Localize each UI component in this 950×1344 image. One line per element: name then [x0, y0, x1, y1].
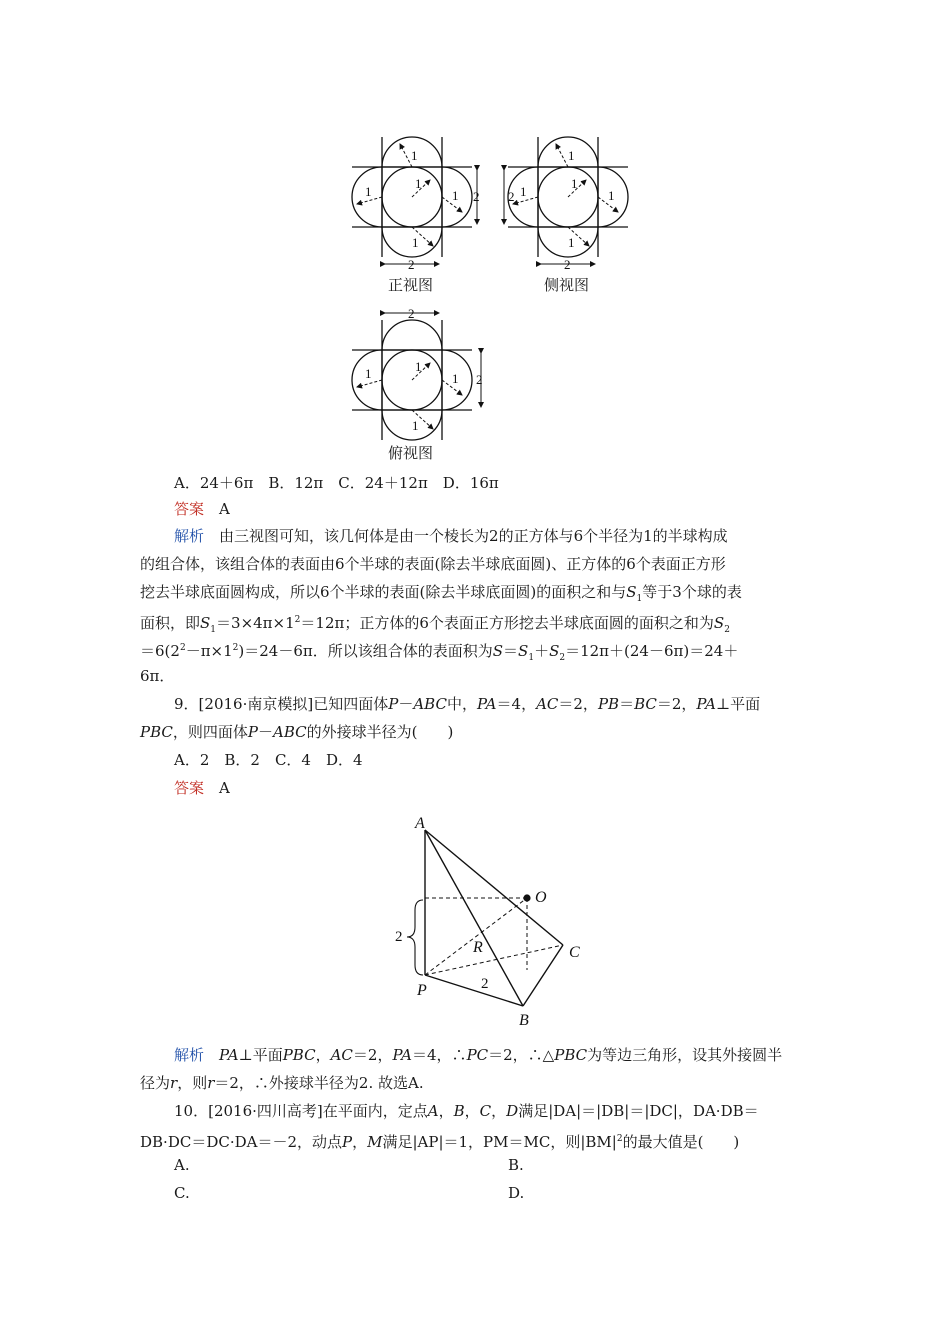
q8-options: A．24＋6π B．12π C．24＋12π D．16π	[174, 474, 499, 492]
q8-analysis-5: $=6(2^2-\pi\times 1^2)=24-6\pi$．所以该组合体的表面积为$S=S_1+S_2=12\pi+(24-6\pi)=24+$	[140, 642, 739, 663]
left-length-label: 2	[395, 929, 403, 945]
q10-option-b: B.	[508, 1156, 524, 1174]
q9-stem-1: 9．[2016·南京模拟]已知四面体P－ABC中，PA＝4，AC＝2，PB＝BC＝2，PA⊥平面	[174, 695, 761, 713]
q10-option-c: C.	[174, 1184, 190, 1202]
vertex-c-label: C	[569, 944, 580, 961]
vertex-r-label: R	[473, 939, 483, 956]
q9-options: A．2 B．2 C．4 D．4	[174, 751, 363, 769]
vertex-b-label: B	[519, 1012, 529, 1029]
svg-text:2: 2	[408, 257, 415, 272]
analysis-label: 解析	[174, 527, 205, 545]
q9-answer: 答案 A	[174, 779, 230, 797]
q8-analysis-4: 面积，即$S_1=3\times 4\pi\times 1^2=12\pi$；正方体的6个表面正方形挖去半球底面圆的面积之和为$S_2$	[140, 614, 730, 635]
bottom-length-label: 2	[481, 976, 489, 992]
side-view-caption: 侧视图	[544, 276, 590, 294]
tetrahedron-figure	[395, 810, 610, 1032]
top-view-caption: 俯视图	[388, 444, 434, 462]
svg-text:2: 2	[476, 372, 483, 387]
svg-text:1: 1	[415, 359, 422, 374]
edge-label: 2	[473, 189, 480, 204]
q10-option-a: A.	[174, 1156, 190, 1174]
svg-text:1: 1	[365, 366, 372, 381]
vertex-p-label: P	[417, 982, 427, 999]
svg-text:1: 1	[568, 148, 575, 163]
q8-analysis-6: 6π．	[140, 667, 175, 685]
vertex-a-label: A	[415, 815, 425, 832]
svg-text:1: 1	[520, 184, 527, 199]
svg-text:1: 1	[452, 188, 459, 203]
svg-text:1: 1	[452, 371, 459, 386]
radius-label: 1	[411, 148, 418, 163]
svg-text:2: 2	[408, 306, 415, 321]
q8-answer: 答案 A	[174, 500, 230, 518]
svg-text:1: 1	[412, 418, 419, 433]
q8-analysis-3: 挖去半球底面圆构成，所以6个半球的表面(除去半球底面圆)的面积之和与$S_1$等于3个球的表	[140, 583, 742, 604]
svg-text:1: 1	[412, 235, 419, 250]
svg-text:1: 1	[571, 176, 578, 191]
center-o-point	[523, 894, 530, 901]
three-view-figure	[340, 122, 645, 467]
vertex-o-label: O	[535, 889, 547, 906]
q9-analysis-2: 径为r，则r＝2，∴外接球半径为2. 故选A.	[140, 1074, 424, 1092]
q9-analysis-1: 解析 PA⊥平面PBC，AC＝2，PA＝4，∴PC＝2，∴△PBC为等边三角形，设其外接圆半	[174, 1046, 783, 1064]
svg-text:2: 2	[508, 189, 515, 204]
q8-analysis-1: 解析 由三视图可知，该几何体是由一个棱长为2的正方体与6个半径为1的半球构成	[174, 527, 728, 545]
svg-text:1: 1	[608, 188, 615, 203]
q10-option-d: D.	[508, 1184, 525, 1202]
svg-text:2: 2	[564, 257, 571, 272]
svg-text:1: 1	[365, 184, 372, 199]
q10-stem-2: DB·DC＝DC·DA＝－2，动点P，M满足|AP|＝1，PM＝MC，则$|BM|^2$的最大值是( )	[140, 1133, 740, 1151]
q9-stem-2: PBC，则四面体P－ABC的外接球半径为( )	[140, 723, 454, 741]
svg-text:1: 1	[568, 235, 575, 250]
svg-text:1: 1	[415, 176, 422, 191]
q10-stem-1: 10．[2016·四川高考]在平面内，定点A，B，C，D满足|DA|＝|DB|＝|DC|，DA·DB＝	[174, 1102, 759, 1120]
q8-analysis-2: 的组合体，该组合体的表面由6个半球的表面(除去半球底面圆)、正方体的6个表面正方形	[140, 555, 726, 573]
front-view-caption: 正视图	[388, 276, 434, 294]
